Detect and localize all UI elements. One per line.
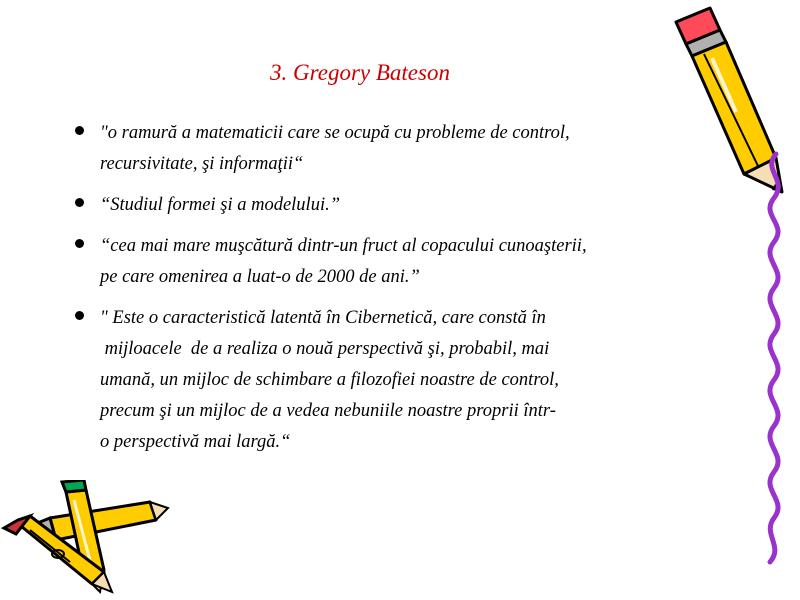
- bullet-line: "o ramură a matematicii care se ocupă cu probleme de control,: [100, 123, 570, 143]
- bullet-line: pe care omenirea a luat-o de 2000 de ani.”: [100, 267, 420, 287]
- bullet-dot-icon: [75, 311, 84, 320]
- bullet-line: " Este o caracteristică latentă în Cibernetică, care constă în: [100, 308, 546, 328]
- bullet-item: [70, 118, 710, 180]
- pencils-bottom-left-icon: [0, 480, 170, 600]
- bullet-dot-icon: [75, 239, 84, 248]
- bullet-dot-icon: [75, 198, 84, 207]
- bullet-line: recursivitate, şi informaţii“: [100, 154, 304, 174]
- bullet-line: “Studiul formei şi a modelului.”: [100, 195, 341, 215]
- squiggle-right-edge-icon: [748, 150, 800, 570]
- bullet-line: precum şi un mijloc de a vedea nebuniile noastre proprii într-: [100, 401, 556, 421]
- bullet-line: mijloacele de a realiza o nouă perspectivă şi, probabil, mai: [100, 339, 550, 359]
- bullet-line: o perspectivă mai largă.“: [100, 432, 291, 452]
- bullet-item: [70, 303, 710, 458]
- bullet-list: [70, 118, 710, 468]
- bullet-item: [70, 190, 710, 221]
- bullet-dot-icon: [75, 126, 84, 135]
- slide-title: 3. Gregory Bateson: [270, 60, 450, 85]
- bullet-item: [70, 231, 710, 293]
- bullet-line: umană, un mijloc de schimbare a filozofiei noastre de control,: [100, 370, 559, 390]
- bullet-line: “cea mai mare muşcătură dintr-un fruct al copacului cunoaşterii,: [100, 236, 587, 256]
